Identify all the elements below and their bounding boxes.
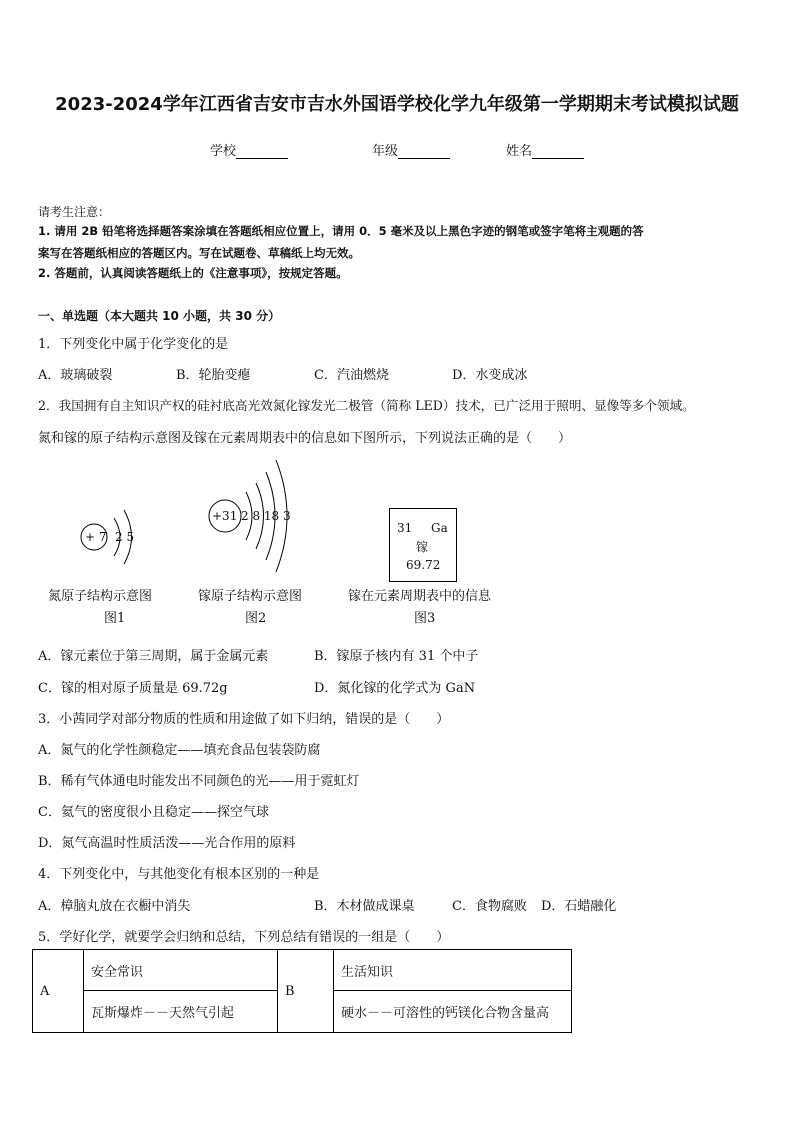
q3-option-a: A．氮气的化学性颜稳定——填充食品包装袋防腐: [38, 743, 321, 758]
q1-stem: 1．下列变化中属于化学变化的是: [38, 337, 229, 352]
q5-cell-b-label: B: [278, 950, 334, 1033]
notice-heading: 请考生注意：: [38, 205, 111, 219]
name-label: 姓名: [506, 144, 533, 159]
q3-option-b: B．稀有气体通电时能发出不同颜色的光——用于霓虹灯: [38, 774, 360, 789]
notice-item2: 2. 答题前，认真阅读答题纸上的《注意事项》，按规定答题。: [38, 266, 348, 280]
grade-field[interactable]: [372, 140, 450, 159]
q1-option-b: B．轮胎变瘪: [176, 368, 251, 383]
q2-option-d: D．氮化镓的化学式为 GaN: [314, 681, 476, 696]
school-blank[interactable]: [236, 146, 288, 159]
q5-cell-b-head: 生活知识: [334, 950, 572, 991]
periodic-table-cell: [389, 508, 457, 582]
notice-item1-line2: 案写在答题纸相应的答题区内。写在试题卷、草稿纸上均无效。: [38, 246, 360, 260]
q5-cell-a-label: A: [33, 950, 84, 1033]
nitrogen-shells: 2 5: [115, 530, 135, 544]
q4-option-d: D．石蜡融化: [541, 899, 617, 914]
fig2-caption: 镓原子结构示意图: [198, 589, 303, 604]
q5-cell-b-body: 硬水－－可溶性的钙镁化合物含量高: [334, 991, 572, 1033]
school-label: 学校: [210, 144, 237, 159]
gallium-nucleus: +31: [212, 509, 238, 523]
q4-stem: 4．下列变化中，与其他变化有根本区别的一种是: [38, 867, 320, 882]
q3-option-d: D．氮气高温时性质活泼——光合作用的原料: [38, 836, 296, 851]
page-title: 2023-2024学年江西省吉安市吉水外国语学校化学九年级第一学期期末考试模拟试题: [55, 94, 739, 115]
fig3-label: 图3: [414, 611, 436, 626]
grade-label: 年级: [372, 144, 399, 159]
q4-option-c: C．食物腐败: [452, 899, 527, 914]
element-symbol: Ga: [431, 521, 448, 535]
grade-blank[interactable]: [398, 146, 450, 159]
q2-option-c: C．镓的相对原子质量是 69.72g: [38, 681, 228, 696]
nitrogen-nucleus: + 7: [85, 530, 107, 544]
fig1-caption: 氮原子结构示意图: [48, 589, 153, 604]
q2-stem-line2: 氮和镓的原子结构示意图及镓在元素周期表中的信息如下图所示，下列说法正确的是（ ）: [38, 431, 572, 446]
q3-option-c: C．氦气的密度很小且稳定——探空气球: [38, 805, 269, 820]
school-field[interactable]: [210, 140, 288, 159]
q5-table: [32, 949, 572, 1033]
q3-stem: 3．小茜同学对部分物质的性质和用途做了如下归纳，错误的是（ ）: [38, 712, 450, 727]
fig3-caption: 镓在元素周期表中的信息: [348, 589, 492, 604]
gallium-shells: 2 8 18 3: [241, 509, 291, 523]
q1-option-a: A．玻璃破裂: [38, 368, 113, 383]
q5-stem: 5．学好化学，就要学会归纳和总结，下列总结有错误的一组是（ ）: [38, 930, 450, 945]
atomic-mass: 69.72: [406, 558, 441, 572]
q1-option-d: D．水变成冰: [452, 368, 528, 383]
element-name: 镓: [416, 540, 429, 554]
q4-option-b: B．木材做成课桌: [314, 899, 415, 914]
notice-item1-line1: 1. 请用 2B 铅笔将选择题答案涂填在答题纸相应位置上，请用 0．5 毫米及以上黑色字迹的钢笔或签字笔将主观题的答: [38, 224, 644, 238]
q5-cell-a-body: 瓦斯爆炸－－天然气引起: [84, 991, 278, 1033]
q2-option-a: A．镓元素位于第三周期，属于金属元素: [38, 649, 269, 664]
name-blank[interactable]: [532, 146, 584, 159]
q1-option-c: C．汽油燃烧: [314, 368, 389, 383]
fig2-label: 图2: [245, 611, 267, 626]
name-field[interactable]: [506, 140, 584, 159]
q2-stem-line1: 2．我国拥有自主知识产权的硅衬底高光效氮化镓发光二极管（简称 LED）技术，已广泛用于照明、显像等多个领域。: [38, 398, 695, 413]
q2-option-b: B．镓原子核内有 31 个中子: [314, 649, 479, 664]
q4-option-a: A．樟脑丸放在衣橱中消失: [38, 899, 191, 914]
section-heading: 一、单选题（本大题共 10 小题，共 30 分）: [38, 309, 281, 323]
fig1-label: 图1: [104, 611, 126, 626]
atomic-number: 31: [397, 521, 413, 535]
q5-cell-a-head: 安全常识: [84, 950, 278, 991]
